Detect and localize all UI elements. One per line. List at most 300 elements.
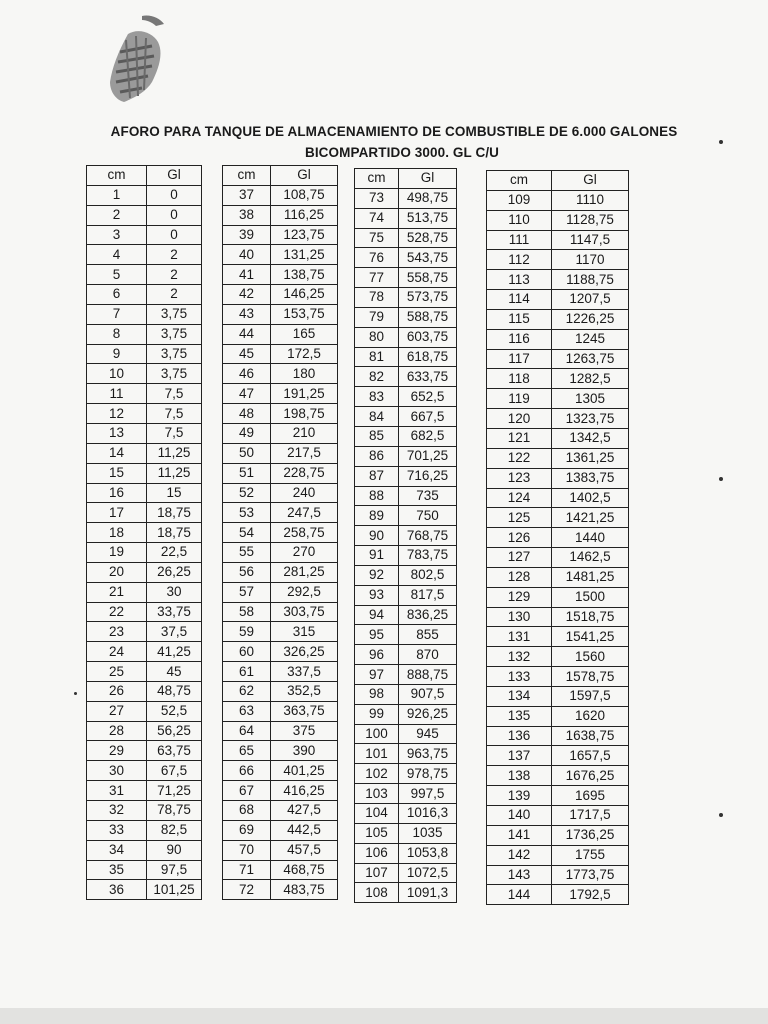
cm-cell: 133 <box>487 667 552 687</box>
table-row <box>487 448 629 468</box>
gl-cell: 315 <box>271 622 338 642</box>
cm-cell: 96 <box>355 645 399 665</box>
gl-cell: 303,75 <box>271 602 338 622</box>
gl-cell: 498,75 <box>399 188 457 208</box>
table-header-row <box>355 169 457 189</box>
cm-cell: 128 <box>487 567 552 587</box>
cm-cell: 117 <box>487 349 552 369</box>
cm-cell: 143 <box>487 865 552 885</box>
cm-cell: 3 <box>87 225 147 245</box>
table-row <box>355 466 457 486</box>
gl-cell: 1282,5 <box>552 369 629 389</box>
table-row <box>487 627 629 647</box>
gl-cell: 427,5 <box>271 801 338 821</box>
table-row <box>87 205 202 225</box>
gl-cell: 48,75 <box>147 681 202 701</box>
table-row <box>87 523 202 543</box>
table-row <box>487 389 629 409</box>
table-row <box>487 210 629 230</box>
cm-cell: 38 <box>223 205 271 225</box>
cm-cell: 26 <box>87 681 147 701</box>
cm-cell: 91 <box>355 546 399 566</box>
table-row <box>355 426 457 446</box>
cm-cell: 52 <box>223 483 271 503</box>
cm-cell: 31 <box>87 781 147 801</box>
table-row <box>87 820 202 840</box>
gl-cell: 468,75 <box>271 860 338 880</box>
table-row <box>87 741 202 761</box>
gl-cell: 1170 <box>552 250 629 270</box>
gl-cell: 153,75 <box>271 304 338 324</box>
cm-cell: 58 <box>223 602 271 622</box>
gl-cell: 978,75 <box>399 764 457 784</box>
cm-cell: 134 <box>487 686 552 706</box>
table-row <box>87 543 202 563</box>
table-row <box>487 409 629 429</box>
cm-cell: 129 <box>487 587 552 607</box>
cm-cell: 29 <box>87 741 147 761</box>
table-row <box>355 446 457 466</box>
table-row <box>487 706 629 726</box>
table-row <box>223 364 338 384</box>
gl-cell: 7,5 <box>147 423 202 443</box>
cm-cell: 144 <box>487 885 552 905</box>
cm-cell: 15 <box>87 463 147 483</box>
gl-cell: 165 <box>271 324 338 344</box>
cm-cell: 131 <box>487 627 552 647</box>
cm-cell: 113 <box>487 270 552 290</box>
gl-header: Gl <box>271 166 338 186</box>
cm-cell: 67 <box>223 781 271 801</box>
cm-cell: 73 <box>355 188 399 208</box>
table-row <box>87 582 202 602</box>
gl-cell: 401,25 <box>271 761 338 781</box>
gl-cell: 258,75 <box>271 523 338 543</box>
cm-cell: 64 <box>223 721 271 741</box>
gl-cell: 513,75 <box>399 208 457 228</box>
gl-cell: 652,5 <box>399 387 457 407</box>
gl-cell: 1773,75 <box>552 865 629 885</box>
cm-cell: 55 <box>223 543 271 563</box>
cm-cell: 57 <box>223 582 271 602</box>
gl-cell: 945 <box>399 724 457 744</box>
gl-cell: 7,5 <box>147 384 202 404</box>
cm-cell: 95 <box>355 625 399 645</box>
cm-cell: 104 <box>355 804 399 824</box>
table-row <box>87 801 202 821</box>
gl-cell: 326,25 <box>271 642 338 662</box>
gl-cell: 2 <box>147 265 202 285</box>
table-header-row <box>87 166 202 186</box>
gl-cell: 146,25 <box>271 285 338 305</box>
table-row <box>223 304 338 324</box>
table-row <box>487 667 629 687</box>
gl-cell: 735 <box>399 486 457 506</box>
cm-cell: 24 <box>87 642 147 662</box>
document-title: AFORO PARA TANQUE DE ALMACENAMIENTO DE COMBUSTIBLE DE 6.000 GALONES <box>110 124 678 139</box>
gl-cell: 750 <box>399 506 457 526</box>
table-row <box>87 423 202 443</box>
cm-cell: 16 <box>87 483 147 503</box>
cm-cell: 127 <box>487 548 552 568</box>
table-row <box>487 528 629 548</box>
gl-cell: 416,25 <box>271 781 338 801</box>
cm-cell: 74 <box>355 208 399 228</box>
table-row <box>87 404 202 424</box>
table-row <box>87 245 202 265</box>
gl-cell: 888,75 <box>399 665 457 685</box>
gl-cell: 1072,5 <box>399 863 457 883</box>
table-row <box>223 880 338 900</box>
table-row <box>223 681 338 701</box>
gl-cell: 3,75 <box>147 304 202 324</box>
gl-cell: 131,25 <box>271 245 338 265</box>
table-row <box>87 483 202 503</box>
gl-cell: 528,75 <box>399 228 457 248</box>
gl-cell: 281,25 <box>271 562 338 582</box>
cm-cell: 23 <box>87 622 147 642</box>
gl-cell: 1016,3 <box>399 804 457 824</box>
gl-cell: 82,5 <box>147 820 202 840</box>
gl-cell: 1128,75 <box>552 210 629 230</box>
cm-cell: 13 <box>87 423 147 443</box>
table-row <box>87 384 202 404</box>
scan-speck <box>719 140 723 144</box>
cm-cell: 102 <box>355 764 399 784</box>
cm-cell: 14 <box>87 443 147 463</box>
table-row <box>487 567 629 587</box>
table-row <box>87 503 202 523</box>
gl-header: Gl <box>552 171 629 191</box>
gl-cell: 180 <box>271 364 338 384</box>
table-row <box>487 508 629 528</box>
cm-cell: 8 <box>87 324 147 344</box>
gl-cell: 1541,25 <box>552 627 629 647</box>
scan-edge <box>0 1008 768 1024</box>
gl-cell: 926,25 <box>399 704 457 724</box>
table-row <box>355 188 457 208</box>
table-row <box>487 428 629 448</box>
volume-table-3 <box>354 168 457 903</box>
cm-cell: 68 <box>223 801 271 821</box>
cm-cell: 20 <box>87 562 147 582</box>
table-row <box>223 543 338 563</box>
gl-cell: 855 <box>399 625 457 645</box>
cm-cell: 22 <box>87 602 147 622</box>
table-row <box>355 863 457 883</box>
cm-cell: 84 <box>355 407 399 427</box>
cm-cell: 65 <box>223 741 271 761</box>
gl-cell: 270 <box>271 543 338 563</box>
cm-cell: 81 <box>355 347 399 367</box>
cm-cell: 59 <box>223 622 271 642</box>
gl-cell: 1792,5 <box>552 885 629 905</box>
cm-cell: 2 <box>87 205 147 225</box>
cm-cell: 80 <box>355 327 399 347</box>
gl-cell: 1342,5 <box>552 428 629 448</box>
cm-cell: 97 <box>355 665 399 685</box>
cm-cell: 36 <box>87 880 147 900</box>
cm-cell: 33 <box>87 820 147 840</box>
table-row <box>355 506 457 526</box>
cm-cell: 40 <box>223 245 271 265</box>
volume-table-4 <box>486 170 629 905</box>
cm-cell: 76 <box>355 248 399 268</box>
table-row <box>87 761 202 781</box>
table-row <box>87 304 202 324</box>
gl-cell: 37,5 <box>147 622 202 642</box>
table-row <box>87 344 202 364</box>
table-row <box>87 324 202 344</box>
table-row <box>355 228 457 248</box>
cm-cell: 82 <box>355 367 399 387</box>
cm-cell: 6 <box>87 285 147 305</box>
cm-cell: 78 <box>355 288 399 308</box>
gl-cell: 97,5 <box>147 860 202 880</box>
volume-table-2 <box>222 165 338 900</box>
table-row <box>355 387 457 407</box>
gl-cell: 1755 <box>552 845 629 865</box>
table-row <box>487 845 629 865</box>
gl-cell: 783,75 <box>399 546 457 566</box>
cm-cell: 114 <box>487 290 552 310</box>
cm-cell: 111 <box>487 230 552 250</box>
cm-cell: 88 <box>355 486 399 506</box>
gl-cell: 1597,5 <box>552 686 629 706</box>
table-row <box>223 265 338 285</box>
cm-cell: 39 <box>223 225 271 245</box>
table-row <box>487 230 629 250</box>
table-row <box>355 288 457 308</box>
cm-cell: 105 <box>355 823 399 843</box>
cm-cell: 60 <box>223 642 271 662</box>
gl-cell: 633,75 <box>399 367 457 387</box>
cm-cell: 45 <box>223 344 271 364</box>
gl-cell: 138,75 <box>271 265 338 285</box>
table-header-row <box>487 171 629 191</box>
table-row <box>223 443 338 463</box>
cm-cell: 83 <box>355 387 399 407</box>
gl-cell: 41,25 <box>147 642 202 662</box>
cm-cell: 136 <box>487 726 552 746</box>
table-row <box>355 546 457 566</box>
gl-cell: 836,25 <box>399 605 457 625</box>
table-row <box>87 880 202 900</box>
gl-cell: 292,5 <box>271 582 338 602</box>
gl-cell: 963,75 <box>399 744 457 764</box>
gl-cell: 352,5 <box>271 681 338 701</box>
cm-cell: 62 <box>223 681 271 701</box>
table-row <box>487 865 629 885</box>
cm-header: cm <box>223 166 271 186</box>
gl-cell: 247,5 <box>271 503 338 523</box>
gl-cell: 26,25 <box>147 562 202 582</box>
gl-cell: 22,5 <box>147 543 202 563</box>
table-row <box>487 190 629 210</box>
table-row <box>87 225 202 245</box>
gl-cell: 802,5 <box>399 565 457 585</box>
gl-cell: 716,25 <box>399 466 457 486</box>
table-row <box>487 349 629 369</box>
cm-cell: 7 <box>87 304 147 324</box>
company-logo <box>98 12 174 108</box>
gl-cell: 45 <box>147 662 202 682</box>
table-row <box>355 208 457 228</box>
table-row <box>355 407 457 427</box>
table-row <box>87 642 202 662</box>
table-row <box>355 268 457 288</box>
gl-cell: 1383,75 <box>552 468 629 488</box>
gl-cell: 1226,25 <box>552 309 629 329</box>
gl-cell: 1736,25 <box>552 825 629 845</box>
table-row <box>487 309 629 329</box>
cm-cell: 116 <box>487 329 552 349</box>
gl-cell: 0 <box>147 205 202 225</box>
cm-cell: 49 <box>223 423 271 443</box>
gl-cell: 56,25 <box>147 721 202 741</box>
table-row <box>487 746 629 766</box>
table-row <box>223 423 338 443</box>
table-row <box>355 684 457 704</box>
table-row <box>355 347 457 367</box>
gl-cell: 52,5 <box>147 701 202 721</box>
table-row <box>223 622 338 642</box>
cm-cell: 63 <box>223 701 271 721</box>
table-row <box>487 369 629 389</box>
gl-cell: 558,75 <box>399 268 457 288</box>
gl-cell: 71,25 <box>147 781 202 801</box>
gl-cell: 116,25 <box>271 205 338 225</box>
table-row <box>487 766 629 786</box>
table-row <box>87 721 202 741</box>
gl-cell: 90 <box>147 840 202 860</box>
table-row <box>87 364 202 384</box>
gl-cell: 1657,5 <box>552 746 629 766</box>
gl-cell: 1717,5 <box>552 806 629 826</box>
table-row <box>223 185 338 205</box>
gl-cell: 228,75 <box>271 463 338 483</box>
table-row <box>355 486 457 506</box>
cm-cell: 56 <box>223 562 271 582</box>
table-row <box>87 443 202 463</box>
gl-cell: 7,5 <box>147 404 202 424</box>
cm-cell: 94 <box>355 605 399 625</box>
gl-cell: 682,5 <box>399 426 457 446</box>
cm-cell: 123 <box>487 468 552 488</box>
cm-cell: 18 <box>87 523 147 543</box>
cm-cell: 89 <box>355 506 399 526</box>
cm-cell: 106 <box>355 843 399 863</box>
cm-cell: 32 <box>87 801 147 821</box>
gl-cell: 618,75 <box>399 347 457 367</box>
cm-cell: 12 <box>87 404 147 424</box>
gl-cell: 1245 <box>552 329 629 349</box>
table-row <box>487 806 629 826</box>
table-row <box>223 503 338 523</box>
cm-cell: 34 <box>87 840 147 860</box>
gl-cell: 375 <box>271 721 338 741</box>
gl-cell: 543,75 <box>399 248 457 268</box>
cm-cell: 53 <box>223 503 271 523</box>
cm-cell: 110 <box>487 210 552 230</box>
table-row <box>487 290 629 310</box>
table-header-row <box>223 166 338 186</box>
gl-cell: 1481,25 <box>552 567 629 587</box>
gl-cell: 1053,8 <box>399 843 457 863</box>
table-row <box>223 324 338 344</box>
gl-cell: 1440 <box>552 528 629 548</box>
gl-cell: 1462,5 <box>552 548 629 568</box>
table-row <box>223 662 338 682</box>
gl-cell: 217,5 <box>271 443 338 463</box>
gl-cell: 457,5 <box>271 840 338 860</box>
gl-cell: 3,75 <box>147 324 202 344</box>
scan-speck <box>74 692 77 695</box>
table-row <box>355 704 457 724</box>
cm-cell: 122 <box>487 448 552 468</box>
cm-cell: 138 <box>487 766 552 786</box>
gl-header: Gl <box>147 166 202 186</box>
gl-cell: 2 <box>147 285 202 305</box>
gl-cell: 0 <box>147 185 202 205</box>
cm-cell: 135 <box>487 706 552 726</box>
gl-cell: 15 <box>147 483 202 503</box>
table-row <box>87 681 202 701</box>
cm-cell: 75 <box>355 228 399 248</box>
table-row <box>87 781 202 801</box>
gl-cell: 363,75 <box>271 701 338 721</box>
gl-cell: 1263,75 <box>552 349 629 369</box>
table-row <box>355 367 457 387</box>
gl-cell: 997,5 <box>399 784 457 804</box>
gl-cell: 78,75 <box>147 801 202 821</box>
gl-cell: 33,75 <box>147 602 202 622</box>
gl-cell: 63,75 <box>147 741 202 761</box>
gl-cell: 1361,25 <box>552 448 629 468</box>
gl-cell: 2 <box>147 245 202 265</box>
table-row <box>487 825 629 845</box>
gl-cell: 1091,3 <box>399 883 457 903</box>
table-row <box>87 185 202 205</box>
table-row <box>487 488 629 508</box>
cm-cell: 35 <box>87 860 147 880</box>
table-row <box>355 665 457 685</box>
cm-cell: 17 <box>87 503 147 523</box>
table-row <box>223 721 338 741</box>
cm-cell: 21 <box>87 582 147 602</box>
cm-cell: 27 <box>87 701 147 721</box>
gl-cell: 337,5 <box>271 662 338 682</box>
gl-cell: 3,75 <box>147 344 202 364</box>
table-row <box>223 285 338 305</box>
cm-cell: 19 <box>87 543 147 563</box>
table-row <box>223 642 338 662</box>
table-row <box>487 885 629 905</box>
cm-cell: 132 <box>487 647 552 667</box>
cm-cell: 107 <box>355 863 399 883</box>
table-row <box>487 250 629 270</box>
cm-header: cm <box>487 171 552 191</box>
cm-cell: 48 <box>223 404 271 424</box>
gl-cell: 1207,5 <box>552 290 629 310</box>
table-row <box>355 625 457 645</box>
gl-cell: 573,75 <box>399 288 457 308</box>
table-row <box>223 523 338 543</box>
scan-speck <box>719 477 723 481</box>
table-row <box>487 686 629 706</box>
cm-cell: 11 <box>87 384 147 404</box>
table-row <box>355 565 457 585</box>
